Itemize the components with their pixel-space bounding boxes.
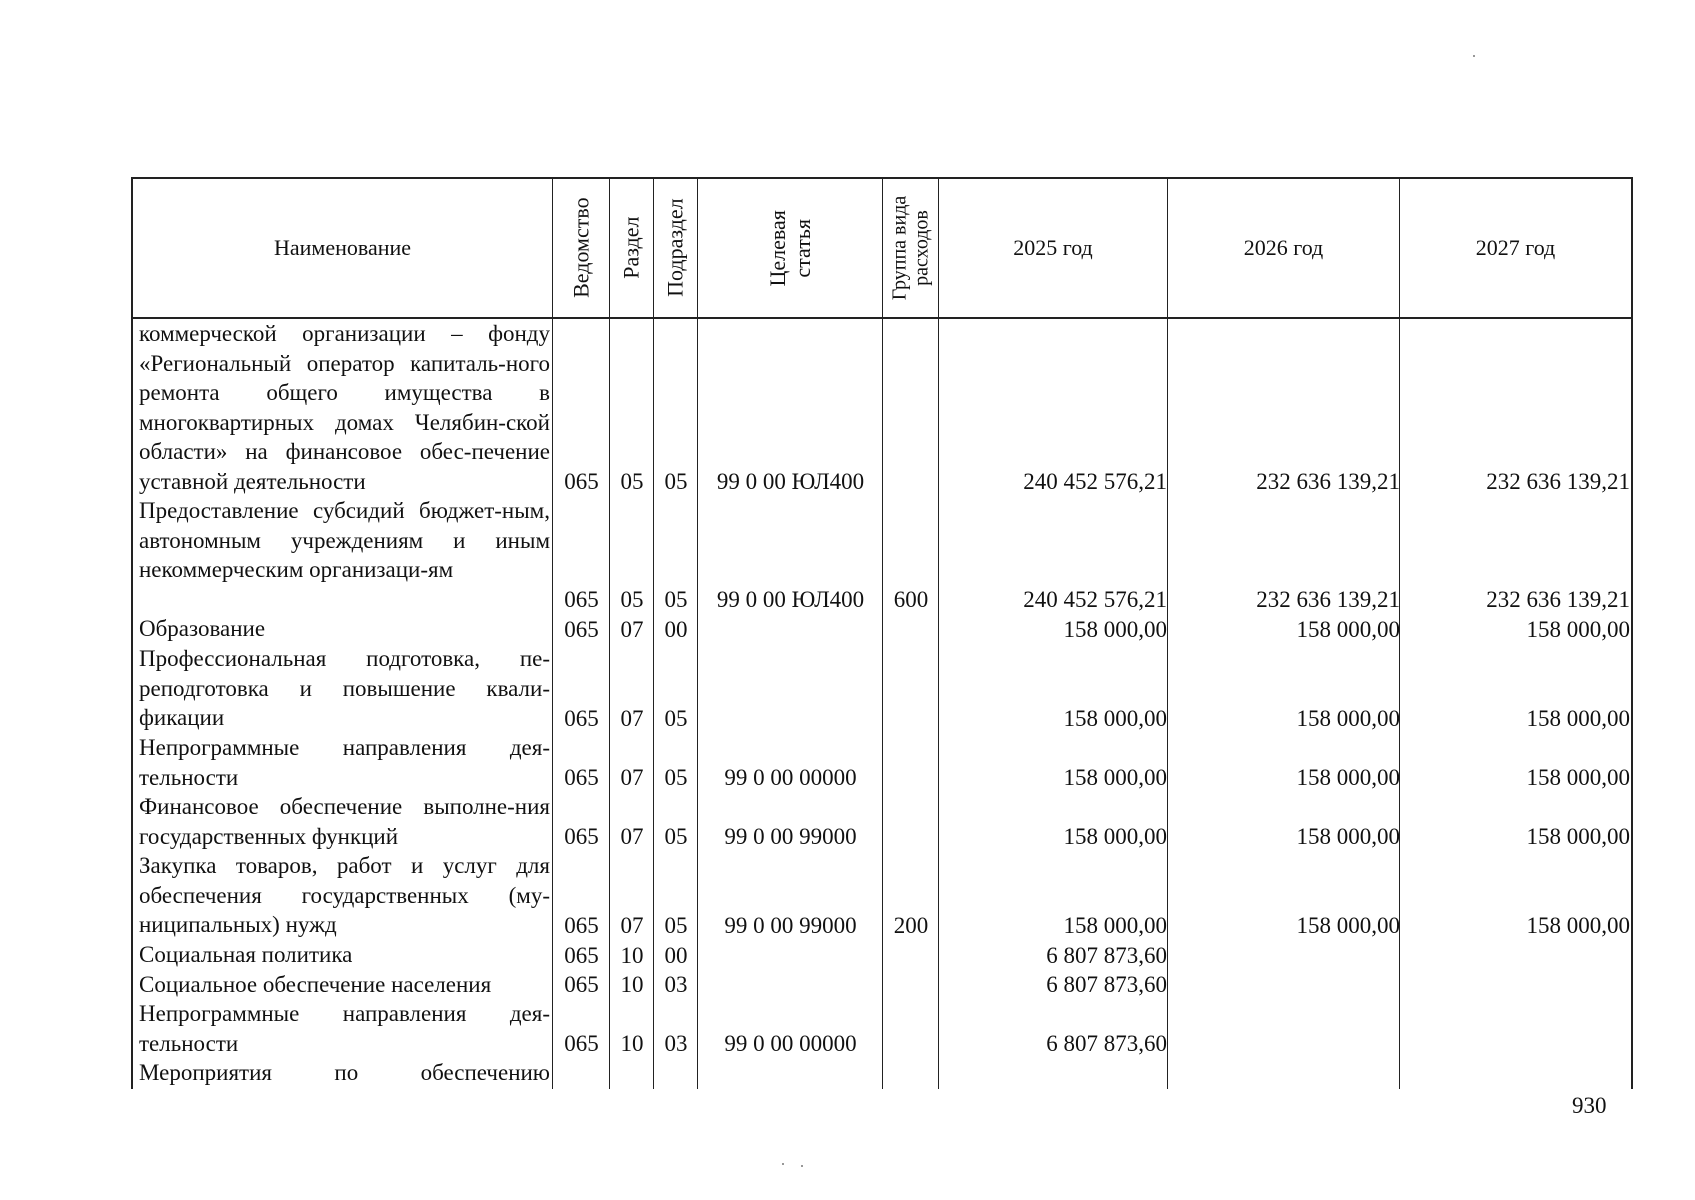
row-2026: 158 000,00: [1296, 616, 1400, 642]
row-2026: 232 636 139,21: [1256, 468, 1400, 494]
row-name: Социальное обеспечение населения: [139, 972, 492, 997]
budget-table: [131, 177, 1633, 1089]
row-2027: 232 636 139,21: [1486, 468, 1630, 494]
header-gruppa: [883, 179, 938, 317]
scan-speck: [1473, 55, 1475, 57]
row-podrazdel: 05: [664, 912, 688, 938]
table-row: [133, 940, 1631, 970]
row-razdel: 10: [620, 1030, 644, 1056]
row-2027: 158 000,00: [1526, 912, 1630, 938]
row-vedomstvo: 065: [564, 912, 599, 938]
row-2026: 232 636 139,21: [1256, 586, 1400, 612]
row-2026: 158 000,00: [1296, 823, 1400, 849]
scan-speck: [782, 1163, 784, 1165]
header-celevaya-line2: статья: [789, 218, 815, 278]
row-podrazdel: 00: [664, 942, 688, 968]
header-year-2026: [1168, 179, 1399, 317]
row-name: Предоставление субсидий бюджет-ным, автономным учреждениям и иным некоммерческим организаци-ям: [139, 498, 550, 582]
row-podrazdel: 05: [664, 705, 688, 731]
header-celevaya-line1: Целевая: [764, 209, 790, 287]
row-2027: 158 000,00: [1526, 823, 1630, 849]
table-row: [133, 644, 1631, 733]
row-podrazdel: 05: [664, 764, 688, 790]
table-row: [133, 851, 1631, 940]
row-2027: 158 000,00: [1526, 616, 1630, 642]
row-vedomstvo: 065: [564, 468, 599, 494]
header-vedomstvo: [553, 179, 609, 317]
row-vedomstvo: 065: [564, 971, 599, 997]
row-2025: 240 452 576,21: [1023, 468, 1167, 494]
row-razdel: 10: [620, 942, 644, 968]
header-year-2027-text: 2027 год: [1475, 235, 1556, 261]
row-2025: 6 807 873,60: [1046, 942, 1167, 968]
row-2027: 232 636 139,21: [1486, 586, 1630, 612]
row-name: Непрограммные направления дея-тельности: [139, 735, 550, 790]
row-vedomstvo: 065: [564, 764, 599, 790]
row-podrazdel: 03: [664, 1030, 688, 1056]
header-gruppa-text: [889, 196, 933, 301]
row-2025: 158 000,00: [1063, 705, 1167, 731]
row-vid: 200: [893, 912, 929, 938]
row-razdel: 10: [620, 971, 644, 997]
row-2026: 158 000,00: [1296, 764, 1400, 790]
row-podrazdel: 03: [664, 971, 688, 997]
header-name: [133, 179, 552, 317]
row-razdel: 07: [620, 764, 644, 790]
row-2025: 158 000,00: [1063, 912, 1167, 938]
header-gruppa-line1: Группа вида: [888, 195, 911, 301]
row-vedomstvo: 065: [564, 586, 599, 612]
row-podrazdel: 05: [664, 586, 688, 612]
row-2026: 158 000,00: [1296, 705, 1400, 731]
header-year-2025: [939, 179, 1167, 317]
row-2027: 158 000,00: [1526, 705, 1630, 731]
header-celevaya-text: [765, 210, 816, 286]
row-vedomstvo: 065: [564, 616, 599, 642]
row-celevaya: 99 0 00 00000: [724, 1030, 857, 1056]
table-row: [133, 999, 1631, 1058]
row-razdel: 05: [620, 468, 644, 494]
header-year-2025-text: 2025 год: [1013, 235, 1093, 261]
row-2025: 6 807 873,60: [1046, 971, 1167, 997]
row-2027: 158 000,00: [1526, 764, 1630, 790]
row-razdel: 07: [620, 823, 644, 849]
row-razdel: 05: [620, 586, 644, 612]
row-2025: 158 000,00: [1063, 823, 1167, 849]
row-2025: 6 807 873,60: [1046, 1030, 1167, 1056]
row-podrazdel: 05: [664, 468, 688, 494]
row-2025: 158 000,00: [1063, 616, 1167, 642]
header-vedomstvo-text: Ведомство: [568, 197, 594, 299]
row-celevaya: 99 0 00 ЮЛ400: [716, 468, 865, 494]
table-row: [133, 319, 1631, 496]
row-vedomstvo: 065: [564, 1030, 599, 1056]
row-name: коммерческой организации – фонду «Региональный оператор капиталь-ного ремонта общего имущества в многоквартирных домах Челябин-ской области» на финансовое обес-печение уставной деятельности: [139, 321, 550, 494]
table-row: [133, 792, 1631, 851]
row-vedomstvo: 065: [564, 942, 599, 968]
row-name: Мероприятия по обеспечению: [139, 1060, 550, 1085]
header-name-text: Наименование: [273, 235, 412, 261]
header-year-2027: [1400, 179, 1631, 317]
row-vedomstvo: 065: [564, 823, 599, 849]
scan-speck: [801, 1165, 803, 1167]
row-celevaya: 99 0 00 99000: [724, 912, 857, 938]
header-podrazdel-text: Подраздел: [662, 198, 688, 298]
row-2025: 158 000,00: [1063, 764, 1167, 790]
row-celevaya: 99 0 00 00000: [724, 764, 857, 790]
row-name: Профессиональная подготовка, пе-реподготовка и повышение квали-фикации: [139, 646, 550, 730]
header-razdel-text: Раздел: [618, 216, 644, 280]
row-name: Закупка товаров, работ и услуг для обеспечения государственных (му-ниципальных) нужд: [139, 853, 550, 937]
header-podrazdel: [654, 179, 697, 317]
row-razdel: 07: [620, 912, 644, 938]
table-row: [133, 496, 1631, 614]
page-number: 930: [1572, 1093, 1607, 1118]
row-celevaya: 99 0 00 ЮЛ400: [716, 586, 865, 612]
header-year-2026-text: 2026 год: [1243, 235, 1324, 261]
table-row: [133, 733, 1631, 792]
header-celevaya: [698, 179, 882, 317]
row-name: Социальная политика: [139, 942, 353, 967]
row-name: Непрограммные направления дея-тельности: [139, 1001, 550, 1056]
row-name: Образование: [139, 616, 266, 641]
row-vid: 600: [893, 586, 929, 612]
table-row: [133, 1058, 1631, 1088]
header-gruppa-line2: расходов: [910, 210, 933, 286]
row-2026: 158 000,00: [1296, 912, 1400, 938]
row-name: Финансовое обеспечение выполне-ния государственных функций: [139, 794, 550, 849]
table-row: [133, 614, 1631, 644]
row-razdel: 07: [620, 616, 644, 642]
row-celevaya: 99 0 00 99000: [724, 823, 857, 849]
row-podrazdel: 05: [664, 823, 688, 849]
table-row: [133, 970, 1631, 999]
row-2025: 240 452 576,21: [1023, 586, 1167, 612]
row-razdel: 07: [620, 705, 644, 731]
row-vedomstvo: 065: [564, 705, 599, 731]
row-podrazdel: 00: [664, 616, 688, 642]
header-razdel: [610, 179, 653, 317]
